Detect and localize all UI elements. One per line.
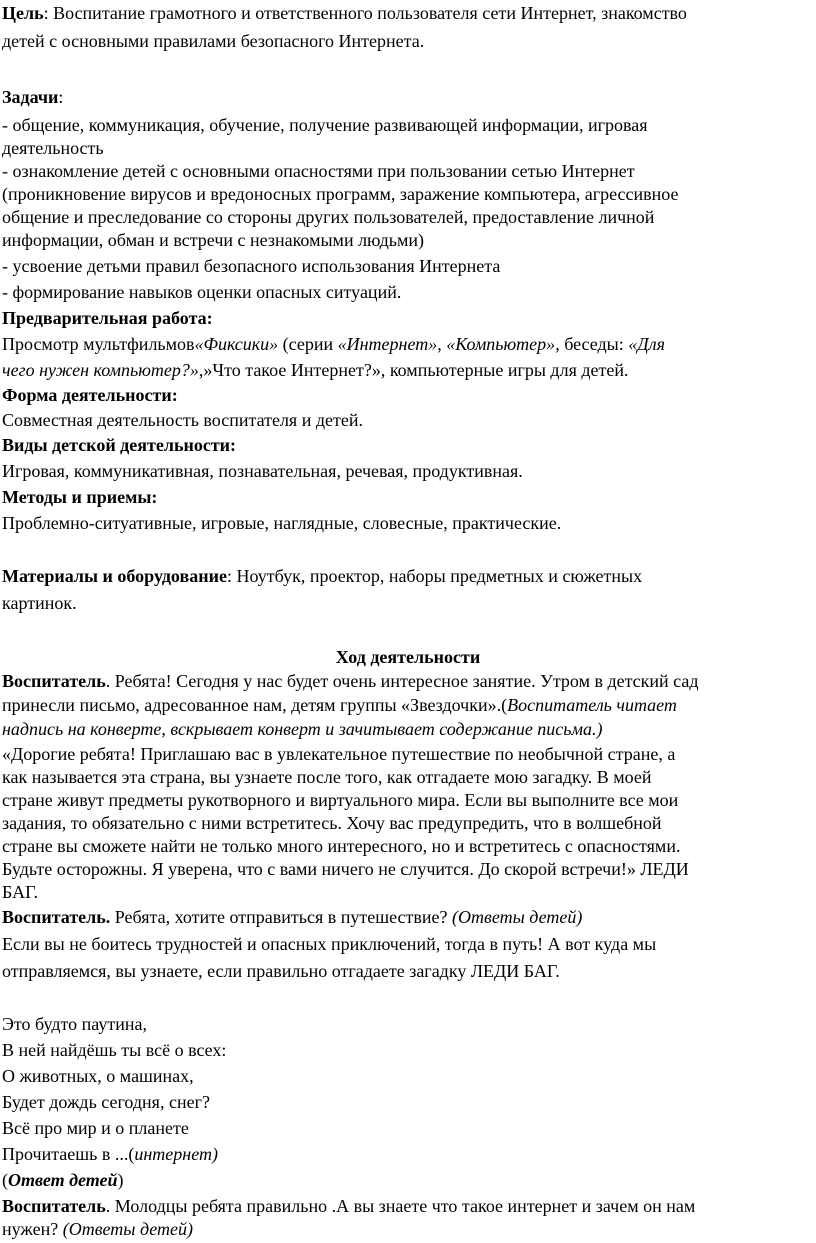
- form-heading: Форма деятельности:: [2, 385, 178, 405]
- prework-line-1: [2, 333, 814, 356]
- prework-heading: Предварительная работа:: [2, 308, 213, 328]
- prework-italic: «Для: [628, 334, 665, 354]
- goal-line-1: [2, 2, 814, 25]
- riddle-line: В ней найдёшь ты всё о всех:: [2, 1040, 227, 1060]
- prework-text: (серии: [278, 334, 338, 354]
- paren: (: [2, 1170, 8, 1190]
- riddle-line: Всё про мир и о планете: [2, 1118, 189, 1138]
- answer-text: Ответ детей: [8, 1170, 118, 1190]
- p1-line-2: [2, 694, 814, 717]
- p2-italic: (Ответы детей): [452, 907, 583, 927]
- riddle-answer: [2, 1169, 814, 1192]
- prework-italic: чего нужен компьютер?»: [2, 360, 199, 380]
- materials-label: Материалы и оборудование: [2, 566, 227, 586]
- p2-line: [2, 906, 814, 929]
- p1-line-1: [2, 670, 814, 693]
- p1-line-3: надпись на конверте, вскрывает конверт и зачитывает содержание письма.): [2, 719, 603, 739]
- form-text: Совместная деятельность воспитателя и детей.: [2, 410, 363, 430]
- prework-line-2: [2, 359, 814, 382]
- speaker-label: Воспитатель.: [2, 907, 111, 927]
- prework-text: ,»Что такое Интернет?», компьютерные игры для детей.: [198, 360, 629, 380]
- prework-text: ,: [437, 334, 447, 354]
- tasks-line: информации, обман и встречи с незнакомыми людьми): [2, 230, 424, 250]
- p4-line-1: [2, 1195, 814, 1218]
- progress-heading: Ход деятельности: [335, 647, 481, 667]
- materials-line-2: картинок.: [2, 593, 77, 613]
- letter-line: стране живут предметы рукотворного и виртуального мира. Если вы выполните все мои: [2, 790, 679, 810]
- tasks-line: деятельность: [2, 138, 104, 158]
- kinds-heading: Виды детской деятельности:: [2, 435, 237, 455]
- tasks-heading: [2, 86, 814, 109]
- kinds-text: Игровая, коммуникативная, познавательная, речевая, продуктивная.: [2, 461, 523, 481]
- paren: ): [117, 1170, 124, 1190]
- methods-text: Проблемно-ситуативные, игровые, наглядные, словесные, практические.: [2, 513, 562, 533]
- speaker-label: Воспитатель: [2, 1196, 106, 1216]
- goal-label: Цель: [2, 3, 44, 23]
- p1-italic: Воспитатель читает: [507, 695, 677, 715]
- goal-line-2: детей с основными правилами безопасного Интернета.: [2, 31, 425, 51]
- p4-text: нужен?: [2, 1219, 63, 1239]
- p1-text: . Ребята! Сегодня у нас будет очень интересное занятие. Утром в детский сад: [105, 671, 699, 691]
- letter-line: Будьте осторожны. Я уверена, что с вами ничего не случится. До скорой встречи!» ЛЕДИ: [2, 859, 689, 879]
- prework-italic: «Интернет»: [337, 334, 438, 354]
- p2-text: Ребята, хотите отправиться в путешествие?: [110, 907, 453, 927]
- tasks-label: Задачи: [2, 87, 59, 107]
- tasks-line: - ознакомление детей с основными опасностями при пользовании сетью Интернет: [2, 161, 635, 181]
- riddle-italic: интернет): [134, 1144, 218, 1164]
- letter-line: как называется эта страна, вы узнаете после того, как отгадаете мою загадку. В моей: [2, 767, 652, 787]
- letter-line: «Дорогие ребята! Приглашаю вас в увлекательное путешествие по необычной стране, а: [2, 744, 676, 764]
- tasks-line: общение и преследование со стороны других пользователей, предоставление личной: [2, 207, 655, 227]
- prework-italic: «Фиксики»: [194, 334, 279, 354]
- letter-line: стране вы сможете найти не только много интересного, но и встретитесь с опасностями.: [2, 836, 681, 856]
- riddle-line: Это будто паутина,: [2, 1014, 147, 1034]
- prework-text: , беседы:: [555, 334, 629, 354]
- riddle-line-last: [2, 1143, 814, 1166]
- p3-line-2: отправляемся, вы узнаете, если правильно отгадаете загадку ЛЕДИ БАГ.: [2, 961, 560, 981]
- p4-text: . Молодцы ребята правильно .А вы знаете что такое интернет и зачем он нам: [105, 1196, 696, 1216]
- goal-text: : Воспитание грамотного и ответственного пользователя сети Интернет, знакомство: [43, 3, 687, 23]
- prework-italic: «Компьютер»: [446, 334, 556, 354]
- p4-italic: (Ответы детей): [62, 1219, 194, 1239]
- p1-text: принесли письмо, адресованное нам, детям группы «Звездочки».(: [2, 695, 508, 715]
- tasks-line: - формирование навыков оценки опасных ситуаций.: [2, 282, 402, 302]
- materials-line-1: [2, 565, 814, 588]
- letter-line: БАГ.: [2, 882, 38, 902]
- tasks-line: (проникновение вирусов и вредоносных программ, заражение компьютера, агрессивное: [2, 184, 679, 204]
- letter-line: задания, то обязательно с ними встретитесь. Хочу вас предупредить, что в волшебной: [2, 813, 662, 833]
- speaker-label: Воспитатель: [2, 671, 106, 691]
- methods-heading: Методы и приемы:: [2, 487, 158, 507]
- prework-text: Просмотр мультфильмов: [2, 334, 195, 354]
- tasks-line: - общение, коммуникация, обучение, получение развивающей информации, игровая: [2, 115, 648, 135]
- p3-line-1: Если вы не боитесь трудностей и опасных приключений, тогда в путь! А вот куда мы: [2, 934, 657, 954]
- riddle-line: Будет дождь сегодня, снег?: [2, 1092, 210, 1112]
- riddle-text: Прочитаешь в ...(: [2, 1144, 135, 1164]
- riddle-line: О животных, о машинах,: [2, 1066, 194, 1086]
- materials-text: : Ноутбук, проектор, наборы предметных и сюжетных: [226, 566, 643, 586]
- tasks-colon: :: [58, 87, 64, 107]
- tasks-line: - усвоение детьми правил безопасного использования Интернета: [2, 256, 501, 276]
- p4-line-2: [2, 1218, 814, 1241]
